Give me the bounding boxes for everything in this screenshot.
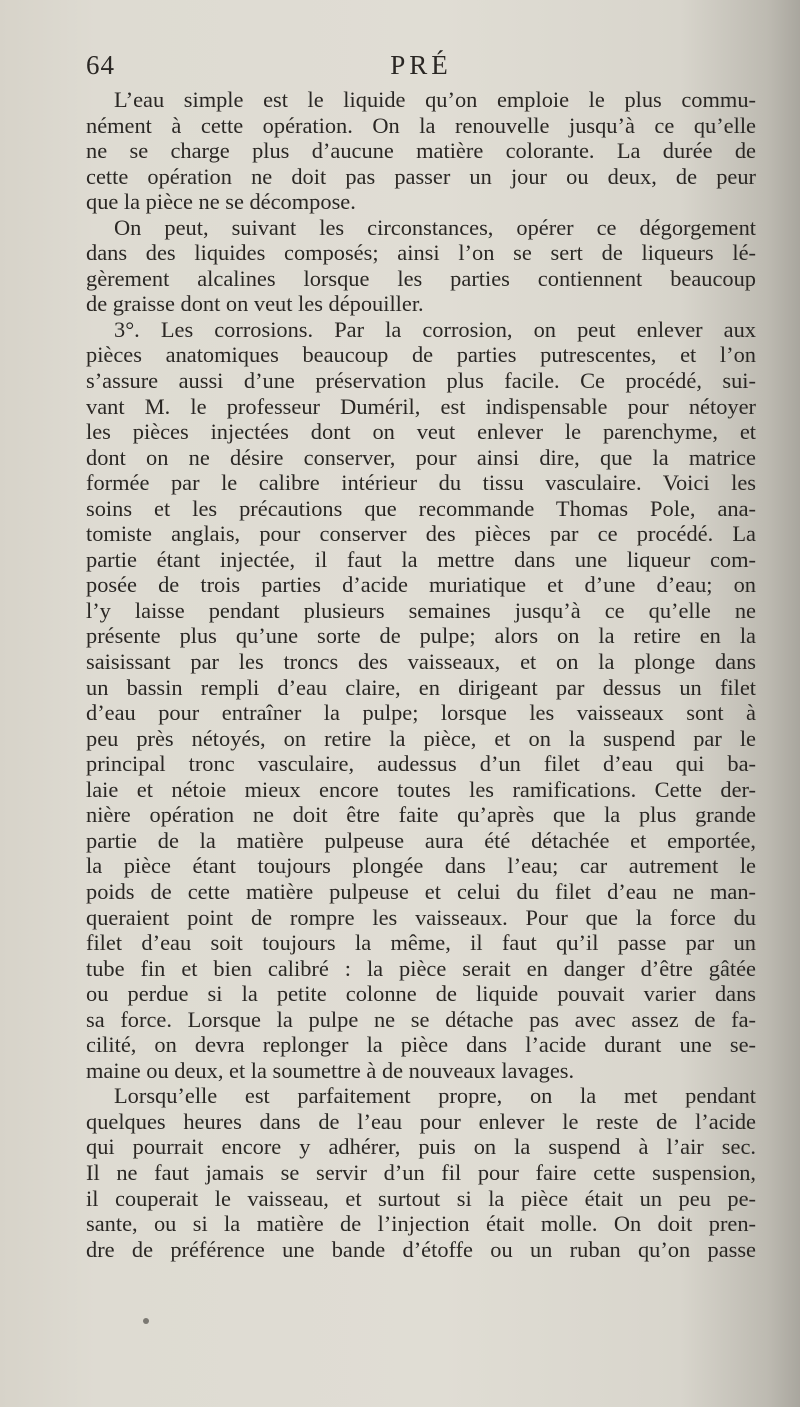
- paragraph: [86, 215, 756, 317]
- text-line: qui pourrait encore y adhérer, puis on la suspend à l’air sec.: [86, 1134, 756, 1160]
- text-line: partie étant injectée, il faut la mettre dans une liqueur com-: [86, 546, 756, 572]
- page-number: 64: [86, 50, 115, 80]
- text-line: la pièce étant toujours plongée dans l’eau; car autrement le: [86, 853, 756, 879]
- text-line: partie de la matière pulpeuse aura été détachée et emportée,: [86, 827, 756, 853]
- text-line: de graisse dont on veut les dépouiller.: [86, 291, 424, 317]
- text-line: vant M. le professeur Duméril, est indispensable pour nétoyer: [86, 393, 756, 419]
- text-line: sante, ou si la matière de l’injection était molle. On doit pren-: [86, 1211, 756, 1237]
- text-line: d’eau pour entraîner la pulpe; lorsque les vaisseaux sont à: [86, 700, 756, 726]
- text-line: un bassin rempli d’eau claire, en dirigeant par dessus un filet: [86, 674, 756, 700]
- text-line: tube fin et bien calibré : la pièce serait en danger d’être gâtée: [86, 955, 756, 981]
- paragraph: [86, 317, 756, 1083]
- text-line: laie et nétoie mieux encore toutes les ramifications. Cette der-: [86, 776, 756, 802]
- text-line: soins et les précautions que recommande Thomas Pole, ana-: [86, 495, 756, 521]
- text-line: peu près nétoyés, on retire la pièce, et on la suspend par le: [86, 725, 756, 751]
- paragraph: [86, 87, 756, 215]
- text-line: filet d’eau soit toujours la même, il faut qu’il passe par un: [86, 930, 756, 956]
- page-header: [86, 50, 756, 90]
- text-line: formée par le calibre intérieur du tissu vasculaire. Voici les: [86, 470, 756, 496]
- text-line: On peut, suivant les circonstances, opérer ce dégorgement: [114, 214, 756, 240]
- text-line: posée de trois parties d’acide muriatique et d’une d’eau; on: [86, 572, 756, 598]
- text-line: L’eau simple est le liquide qu’on emploie le plus commu-: [114, 87, 756, 112]
- text-line: gèrement alcalines lorsque les parties contiennent beaucoup: [86, 265, 756, 291]
- text-line: nière opération ne doit être faite qu’après que la plus grande: [86, 802, 756, 828]
- text-line: s’assure aussi d’une préservation plus facile. Ce procédé, sui-: [86, 368, 756, 394]
- text-line: dans des liquides composés; ainsi l’on se sert de liqueurs lé-: [86, 240, 756, 266]
- text-line: ne se charge plus d’aucune matière colorante. La durée de: [86, 138, 756, 164]
- text-line: sa force. Lorsque la pulpe ne se détache pas avec assez de fa-: [86, 1006, 756, 1032]
- text-line: maine ou deux, et la soumettre à de nouveaux lavages.: [86, 1057, 575, 1083]
- text-line: principal tronc vasculaire, audessus d’un filet d’eau qui ba-: [86, 751, 756, 777]
- paragraph: [86, 1083, 756, 1262]
- text-line: tomiste anglais, pour conserver des pièces par ce procédé. La: [86, 521, 756, 547]
- text-line: poids de cette matière pulpeuse et celui du filet d’eau ne man-: [86, 878, 756, 904]
- text-line: ou perdue si la petite colonne de liquide pouvait varier dans: [86, 981, 756, 1007]
- text-line: les pièces injectées dont on veut enlever le parenchyme, et: [86, 419, 756, 445]
- text-line: dont on ne désire conserver, pour ainsi dire, que la matrice: [86, 444, 756, 470]
- text-line: que la pièce ne se décompose.: [86, 189, 356, 215]
- text-line: cilité, on devra replonger la pièce dans l’acide durant une se-: [86, 1032, 756, 1058]
- ink-speck: [143, 1318, 149, 1324]
- text-line: l’y laisse pendant plusieurs semaines jusqu’à ce qu’elle ne: [86, 597, 756, 623]
- text-line: Lorsqu’elle est parfaitement propre, on la met pendant: [114, 1083, 756, 1109]
- body-text: [86, 87, 756, 1262]
- text-line: cette opération ne doit pas passer un jour ou deux, de peur: [86, 163, 756, 189]
- text-line: saisissant par les troncs des vaisseaux, et on la plonge dans: [86, 649, 756, 675]
- text-line: il couperait le vaisseau, et surtout si la pièce était un peu pe-: [86, 1185, 756, 1211]
- text-line: dre de préférence une bande d’étoffe ou un ruban qu’on passe: [86, 1236, 756, 1262]
- text-line: nément à cette opération. On la renouvelle jusqu’à ce qu’elle: [86, 112, 756, 138]
- text-line: queraient point de rompre les vaisseaux. Pour que la force du: [86, 904, 756, 930]
- running-title: PRÉ: [390, 50, 452, 80]
- text-line: présente plus qu’une sorte de pulpe; alors on la retire en la: [86, 623, 756, 649]
- text-line: Il ne faut jamais se servir d’un fil pour faire cette suspension,: [86, 1159, 756, 1185]
- text-line: 3°. Les corrosions. Par la corrosion, on peut enlever aux: [114, 316, 756, 342]
- text-line: pièces anatomiques beaucoup de parties putrescentes, et l’on: [86, 342, 756, 368]
- text-line: quelques heures dans de l’eau pour enlever le reste de l’acide: [86, 1108, 756, 1134]
